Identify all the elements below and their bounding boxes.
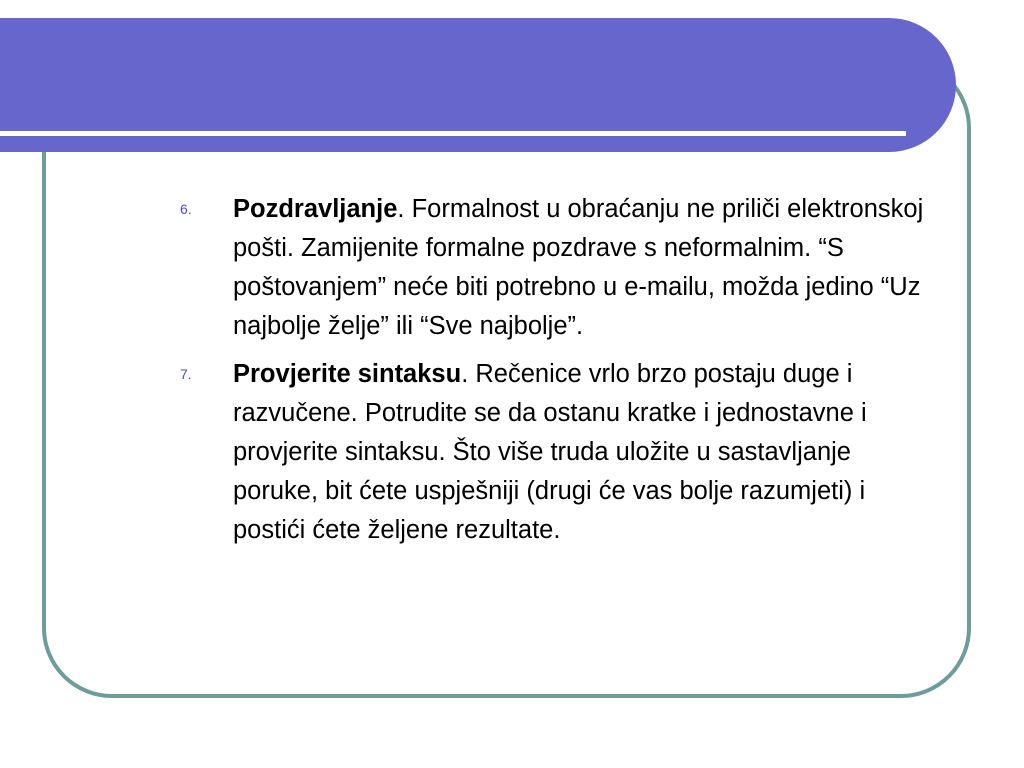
numbered-list (180, 190, 940, 559)
list-item-6 (180, 190, 940, 346)
header-divider (0, 131, 906, 136)
item-term: Pozdravljanje (233, 195, 398, 223)
list-item-7 (180, 355, 940, 550)
item-term: Provjerite sintaksu (233, 360, 462, 388)
item-text: . Rečenice vrlo brzo postaju duge i razvučene. Potrudite se da ostanu kratke i jednostavne i provjerite sintaksu. Što više truda uložite u sastavljanje poruke, bit ćete uspješniji (drugi će vas bolje razumjeti) i postići ćete željene rezultate. (233, 360, 867, 544)
list-number: 6. (180, 201, 192, 217)
item-text: . Formalnost u obraćanju ne priliči elektronskoj pošti. Zamijenite formalne pozdrave s neformalnim. “S poštovanjem” neće biti potrebno u e-mailu, možda jedino “Uz najbolje želje” ili “Sve najbolje”. (233, 195, 924, 340)
list-number: 7. (180, 366, 192, 382)
